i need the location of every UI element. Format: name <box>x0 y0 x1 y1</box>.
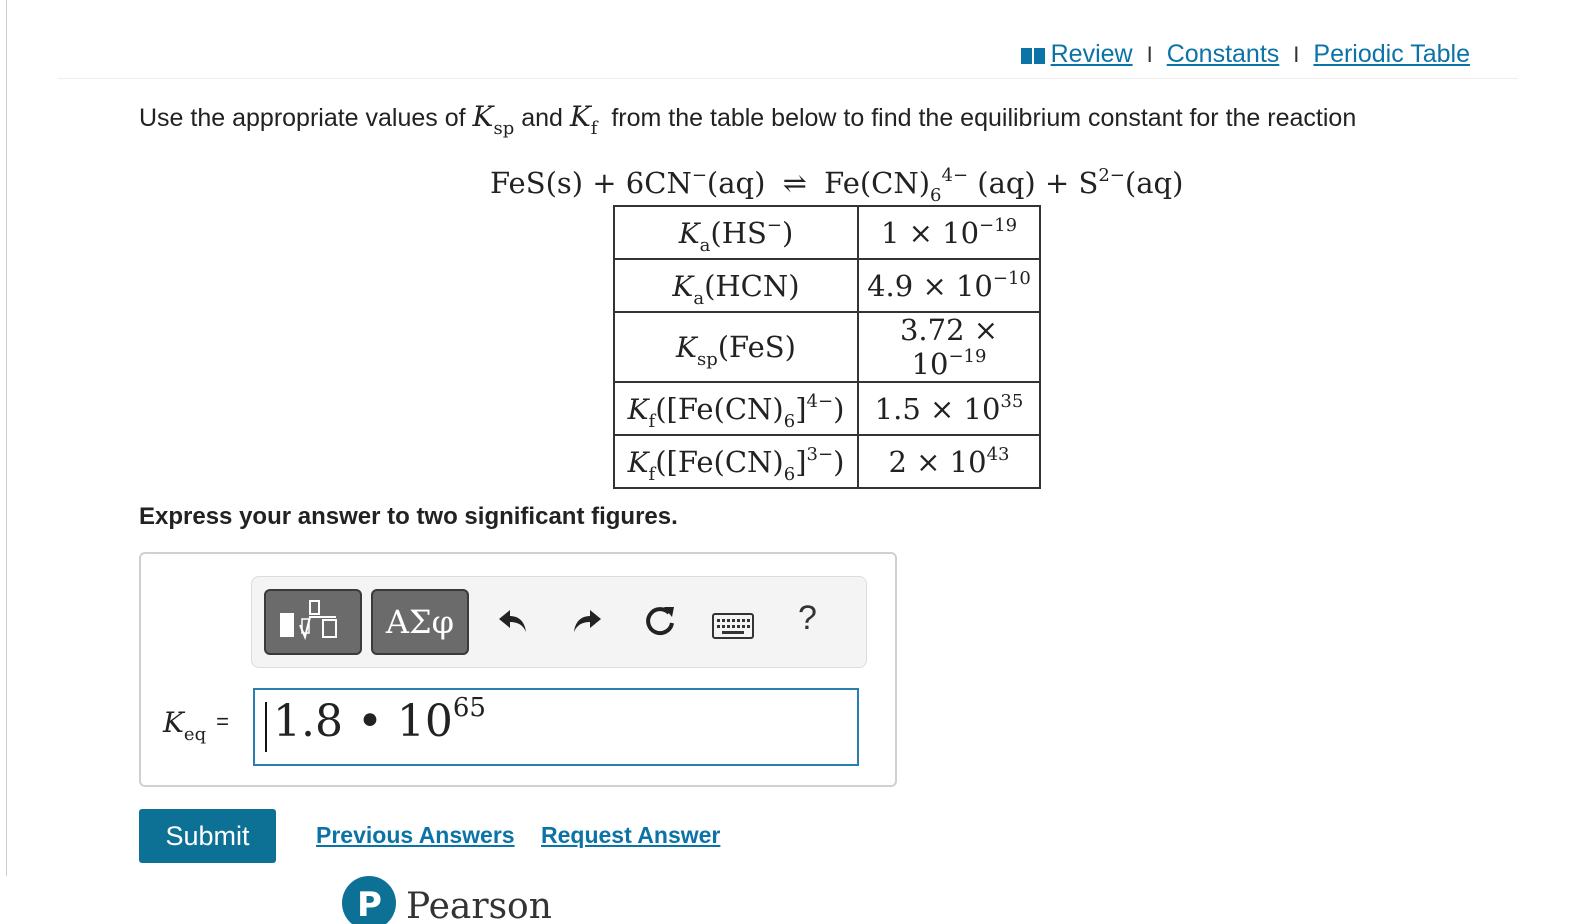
reaction-equation: FeS(s) + 6CN−(aq) ⇌ $Fe(CN)_6^{4-}$ $(aq) + S^{2-}(aq)$ <box>490 165 1184 206</box>
table-label-cell: $K_f([Fe(CN)_6]^{3-})$ <box>614 435 858 488</box>
templates-icon <box>266 591 360 653</box>
table-value-cell: $1 \times 10^{-19}$ <box>858 206 1040 259</box>
keyboard-icon[interactable] <box>712 613 754 639</box>
review-link[interactable]: Review <box>1050 40 1133 68</box>
ksp-symbol: $K_{sp}$ <box>472 100 515 139</box>
input-cursor <box>265 702 267 752</box>
periodic-table-link[interactable]: Periodic Table <box>1313 40 1470 68</box>
reset-icon[interactable] <box>642 603 678 639</box>
pearson-logo <box>342 876 552 924</box>
constants-link[interactable]: Constants <box>1166 40 1280 68</box>
submit-button[interactable]: Submit <box>139 809 276 863</box>
previous-answers-link[interactable]: Previous Answers <box>316 822 515 848</box>
greek-letters-button[interactable] <box>371 589 469 655</box>
undo-icon[interactable] <box>496 603 530 637</box>
resource-links <box>1021 40 1470 69</box>
table-label-cell: $K_{sp}(FeS)$ <box>614 312 858 382</box>
table-value-cell: $2 \times 10^{43}$ <box>858 435 1040 488</box>
book-icon <box>1021 47 1045 65</box>
greek-letters-icon: ΑΣφ <box>385 603 455 641</box>
header-divider <box>58 78 1518 79</box>
question-text: Use the appropriate values of $K_{sp}$ and $K_f$ from the table below to find the equilibrium constant for the reaction <box>139 100 1357 139</box>
table-value-cell: $4.9 \times 10^{-10}$ <box>858 259 1040 312</box>
svg-text:P: P <box>357 885 382 924</box>
table-row <box>614 206 1040 259</box>
request-answer-link[interactable]: Request Answer <box>541 822 721 848</box>
answer-instruction: Express your answer to two significant figures. <box>139 503 678 530</box>
left-border <box>6 0 7 876</box>
table-value-cell: $1.5 \times 10^{35}$ <box>858 382 1040 435</box>
table-value-cell: $3.72 \times 10^{-19}$ <box>858 312 1040 382</box>
templates-button[interactable] <box>264 589 362 655</box>
answer-panel <box>139 552 897 787</box>
keq-label: $K_{eq}=$ <box>163 706 229 745</box>
kf-symbol: $K_f$ <box>569 100 598 139</box>
table-row <box>614 382 1040 435</box>
help-icon[interactable]: ? <box>798 599 817 637</box>
math-toolbar <box>251 576 867 668</box>
table-row <box>614 259 1040 312</box>
table-row <box>614 312 1040 382</box>
table-label-cell: $K_a(HS^-)$ <box>614 206 858 259</box>
link-separator: I <box>1293 41 1300 67</box>
constants-table <box>613 205 1041 489</box>
table-row <box>614 435 1040 488</box>
answer-input[interactable] <box>253 688 859 766</box>
table-label-cell: $K_a(HCN)$ <box>614 259 858 312</box>
redo-icon[interactable] <box>570 603 604 637</box>
answer-value: 1.8 • $10^{65}$ <box>273 693 486 747</box>
pearson-brand: Pearson <box>406 886 552 924</box>
link-separator: I <box>1146 41 1153 67</box>
pearson-logo-icon <box>342 876 396 924</box>
table-label-cell: $K_f([Fe(CN)_6]^{4-})$ <box>614 382 858 435</box>
